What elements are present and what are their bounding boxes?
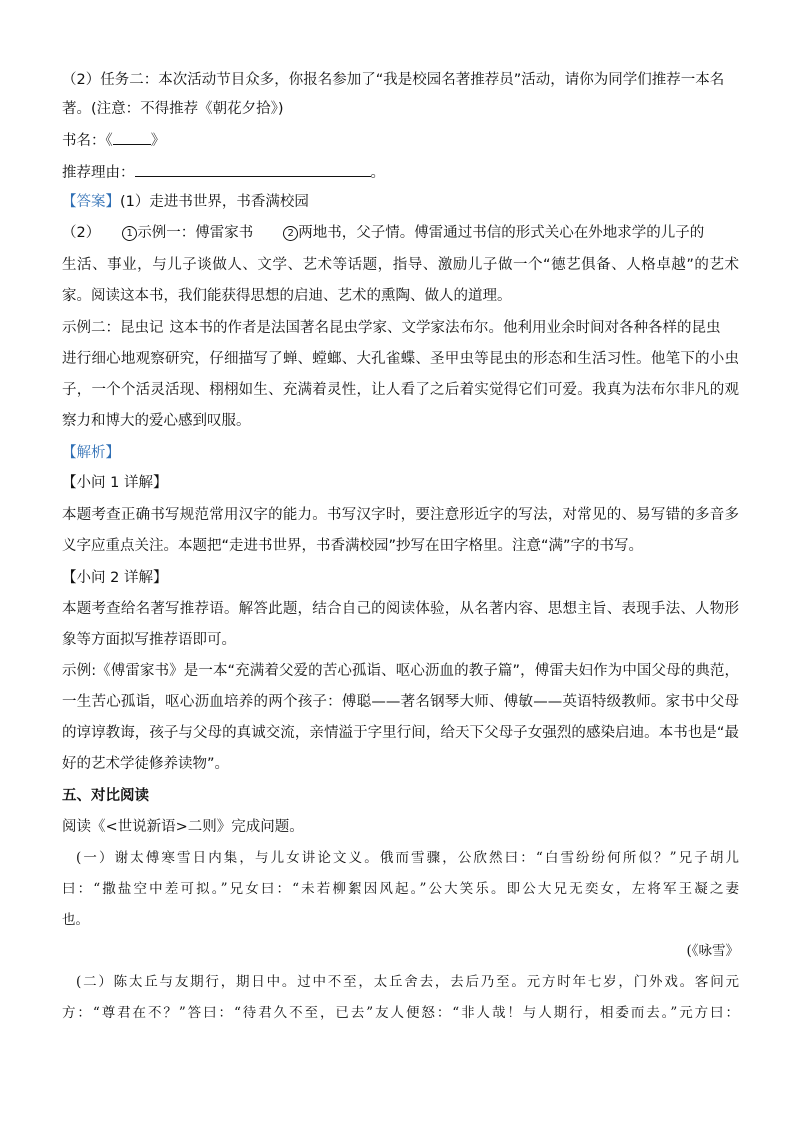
book-name-label: 书名：《: [62, 133, 113, 149]
example1-line1: 两地书，父子情。傅雷通过书信的形式关心在外地求学的儿子的: [298, 225, 705, 241]
reason-row: [62, 162, 739, 183]
sub2-tag: 【小问 2 详解】: [62, 570, 168, 586]
example2-title: 示例二：昆虫记: [62, 320, 164, 336]
sub2-line2: 象等方面拟写推荐语即可。: [62, 632, 236, 648]
task2-line1: （2）任务二：本次活动节目众多，你报名参加了“我是校园名著推荐员”活动，请你为同学们推荐一本名: [62, 72, 725, 88]
book-name-row: [62, 130, 739, 151]
reason-end: 。: [370, 165, 385, 181]
example1-title: 示例一：傅雷家书: [137, 225, 254, 241]
example1-line2: 生活、事业，与儿子谈做人、文学、艺术等话题，指导、激励儿子做一个“德艺俱备、人格卓越”的艺术: [62, 257, 739, 273]
sub2-line1: 本题考查给名著写推荐语。解答此题，结合自己的阅读体验，从名著内容、思想主旨、表现手法、人物形: [62, 601, 739, 617]
example2-line2: 进行细心地观察研究，仔细描写了蝉、螳螂、大孔雀蝶、圣甲虫等昆虫的形态和生活习性。他笔下的小虫: [62, 351, 739, 367]
answer-q1: (1）走进书世界，书香满校园: [120, 194, 309, 210]
answer-q2-prefix: （2）: [62, 225, 101, 241]
example2-line3: 子，一个个活灵活现、栩栩如生、充满着灵性，让人看了之后着实觉得它们可爱。我真为法布尔非凡的观: [62, 382, 739, 398]
answer-q1-row: [62, 192, 739, 212]
circle-number-two: 2: [283, 226, 298, 241]
example2-line4: 察力和博大的爱心感到叹服。: [62, 413, 251, 429]
sub2-line5: 的谆谆教诲，孩子与父母的真诚交流，亲情溢于字里行间，给天下父母子女强烈的感染启迪。本书也是“最: [62, 725, 739, 741]
circle-number-one: 1: [122, 226, 137, 241]
sub2-line3: 示例:《傅雷家书》是一本“充满着父爱的苦心孤诣、呕心沥血的教子篇”，傅雷夫妇作为中国父母的典范，: [62, 663, 739, 679]
passage1-source: (《咏雪》: [686, 943, 739, 959]
passage1-line3: 也。: [62, 912, 89, 928]
example2-line1: 这本书的作者是法国著名昆虫学家、文学家法布尔。他利用业余时间对各种各样的昆虫: [169, 320, 721, 336]
sub1-line1: 本题考查正确书写规范常用汉字的能力。书写汉字时，要注意形近字的写法，对常见的、易写错的多音多: [62, 507, 739, 523]
sub1-tag: 【小问 1 详解】: [62, 475, 168, 491]
example1-line3: 家。阅读这本书，我们能获得思想的启迪、艺术的熏陶、做人的道理。: [62, 288, 512, 304]
answer-q2-row: [62, 223, 739, 243]
task2-line2: 著。(注意：不得推荐《朝花夕拾》): [62, 101, 284, 117]
reason-blank: [135, 162, 371, 177]
answer-tag: 【答案】: [62, 194, 120, 210]
section5-instruction: 阅读《<世说新语>二则》完成问题。: [62, 819, 304, 835]
sub2-line6: 好的艺术学徒修养读物”。: [62, 756, 230, 772]
passage2-line1: (二）陈太丘与友期行，期日中。过中不至，太丘舍去，去后乃至。元方时年七岁，门外戏。客问元: [76, 974, 739, 990]
book-name-blank: [113, 130, 151, 145]
reason-label: 推荐理由：: [62, 165, 135, 181]
analysis-tag: 【解析】: [62, 445, 120, 461]
sub2-line4: 一生苦心孤诣，呕心沥血培养的两个孩子：傅聪——著名钢琴大师、傅敏——英语特级教师。家书中父母: [62, 694, 739, 710]
passage1-line1: (一）谢太傅寒雪日内集，与儿女讲论文义。俄而雪骤，公欣然曰：“白雪纷纷何所似？”兄子胡儿: [76, 850, 739, 866]
passage1-line2: 曰：“撒盐空中差可拟。”兄女曰：“未若柳絮因风起。”公大笑乐。即公大兄无奕女，左将军王凝之妻: [62, 881, 739, 897]
sub1-line2: 义字应重点关注。本题把“走进书世界，书香满校园”抄写在田字格里。注意“满”字的书写。: [62, 538, 644, 554]
passage2-line2: 方：“尊君在不？”答曰：“待君久不至，已去”友人便怒：“非人哉！与人期行，相委而去。”元方曰：: [62, 1005, 739, 1021]
section5-title: 五、对比阅读: [62, 788, 149, 804]
example2-line1-row: [62, 318, 739, 338]
book-name-close: 》: [150, 133, 166, 149]
